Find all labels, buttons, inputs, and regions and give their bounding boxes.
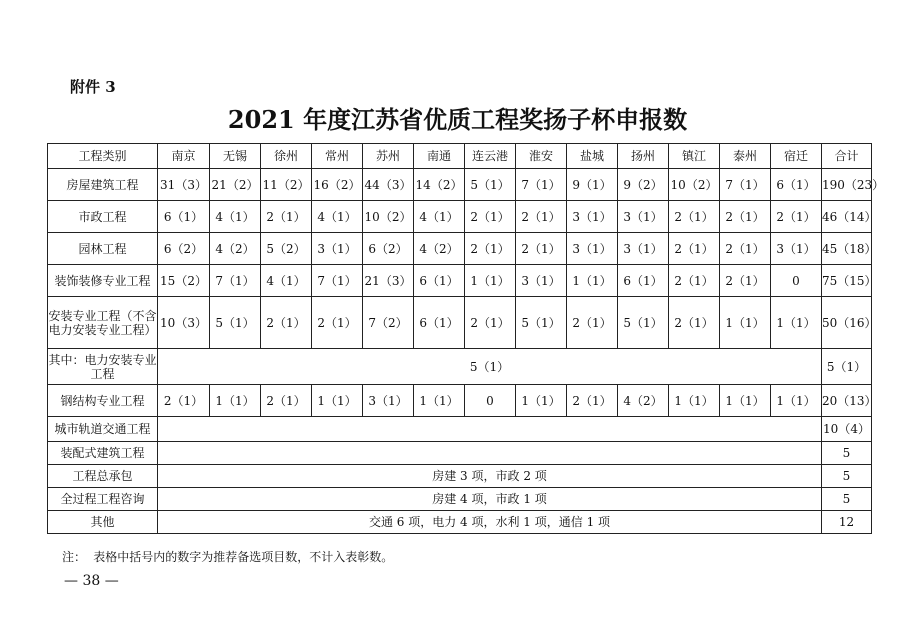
value-cell: 6（2） — [363, 233, 414, 265]
value-cell: 7（2） — [363, 297, 414, 349]
value-cell: 4（2） — [414, 233, 465, 265]
merged-value-cell: 房建 4 项，市政 1 项 — [158, 488, 822, 511]
table-row — [48, 265, 872, 297]
page-title: 2021 年度江苏省优质工程奖扬子杯申报数 — [227, 105, 688, 134]
value-cell: 3（1） — [567, 233, 618, 265]
value-cell: 5（1） — [210, 297, 261, 349]
value-cell: 1（1） — [669, 385, 720, 417]
value-cell: 5（1） — [465, 169, 516, 201]
total-cell: 5（1） — [822, 349, 872, 385]
column-header: 泰州 — [720, 144, 771, 169]
column-header: 徐州 — [261, 144, 312, 169]
value-cell: 1（1） — [516, 385, 567, 417]
consulting-row — [48, 488, 872, 511]
value-cell: 10（3） — [158, 297, 210, 349]
other-row — [48, 511, 872, 534]
value-cell: 44（3） — [363, 169, 414, 201]
merged-value-cell: 房建 3 项，市政 2 项 — [158, 465, 822, 488]
value-cell: 3（1） — [363, 385, 414, 417]
category-cell: 园林工程 — [48, 233, 158, 265]
value-cell: 2（1） — [669, 297, 720, 349]
prefab-row — [48, 442, 872, 465]
column-header: 苏州 — [363, 144, 414, 169]
value-cell: 75（15） — [822, 265, 872, 297]
value-cell: 2（1） — [312, 297, 363, 349]
value-cell: 2（1） — [720, 201, 771, 233]
value-cell: 1（1） — [210, 385, 261, 417]
table-row — [48, 297, 872, 349]
value-cell: 6（1） — [618, 265, 669, 297]
header-row — [48, 144, 872, 169]
value-cell: 50（16） — [822, 297, 872, 349]
value-cell: 2（1） — [158, 385, 210, 417]
value-cell: 10（2） — [363, 201, 414, 233]
column-header: 合计 — [822, 144, 872, 169]
value-cell: 20（13） — [822, 385, 872, 417]
value-cell: 6（1） — [414, 265, 465, 297]
total-cell: 5 — [822, 465, 872, 488]
category-cell: 房屋建筑工程 — [48, 169, 158, 201]
value-cell: 21（3） — [363, 265, 414, 297]
value-cell: 11（2） — [261, 169, 312, 201]
column-header: 连云港 — [465, 144, 516, 169]
value-cell: 1（1） — [720, 297, 771, 349]
table-row — [48, 233, 872, 265]
table-row — [48, 169, 872, 201]
total-cell: 10（4） — [822, 417, 872, 442]
value-cell: 2（1） — [771, 201, 822, 233]
column-header: 南通 — [414, 144, 465, 169]
value-cell: 0 — [465, 385, 516, 417]
merged-value-cell — [158, 442, 822, 465]
value-cell: 190（23） — [822, 169, 872, 201]
steel-structure-row — [48, 385, 872, 417]
value-cell: 1（1） — [720, 385, 771, 417]
column-header: 宿迁 — [771, 144, 822, 169]
value-cell: 5（1） — [516, 297, 567, 349]
value-cell: 2（1） — [720, 233, 771, 265]
value-cell: 46（14） — [822, 201, 872, 233]
value-cell: 6（1） — [158, 201, 210, 233]
value-cell: 6（1） — [771, 169, 822, 201]
merged-value-cell — [158, 417, 822, 442]
epc-row — [48, 465, 872, 488]
column-header: 工程类别 — [48, 144, 158, 169]
value-cell: 10（2） — [669, 169, 720, 201]
page-number: — 38 — — [64, 573, 119, 589]
value-cell: 2（1） — [465, 297, 516, 349]
value-cell: 16（2） — [312, 169, 363, 201]
column-header: 常州 — [312, 144, 363, 169]
value-cell: 2（1） — [261, 297, 312, 349]
category-cell: 其中：电力安装专业工程 — [48, 349, 158, 385]
column-header: 盐城 — [567, 144, 618, 169]
category-cell: 全过程工程咨询 — [48, 488, 158, 511]
total-cell: 12 — [822, 511, 872, 534]
value-cell: 4（1） — [312, 201, 363, 233]
value-cell: 9（1） — [567, 169, 618, 201]
value-cell: 45（18） — [822, 233, 872, 265]
submission-table — [47, 143, 885, 534]
value-cell: 2（1） — [465, 201, 516, 233]
value-cell: 1（1） — [771, 385, 822, 417]
value-cell: 1（1） — [567, 265, 618, 297]
value-cell: 2（1） — [567, 385, 618, 417]
value-cell: 2（1） — [261, 385, 312, 417]
value-cell: 4（2） — [618, 385, 669, 417]
column-header: 扬州 — [618, 144, 669, 169]
value-cell: 3（1） — [516, 265, 567, 297]
value-cell: 4（1） — [414, 201, 465, 233]
value-cell: 4（1） — [261, 265, 312, 297]
category-cell: 城市轨道交通工程 — [48, 417, 158, 442]
value-cell: 14（2） — [414, 169, 465, 201]
merged-value-cell: 交通 6 项，电力 4 项，水利 1 项，通信 1 项 — [158, 511, 822, 534]
value-cell: 2（1） — [720, 265, 771, 297]
value-cell: 5（2） — [261, 233, 312, 265]
value-cell: 7（1） — [720, 169, 771, 201]
value-cell: 7（1） — [210, 265, 261, 297]
total-cell: 5 — [822, 488, 872, 511]
value-cell: 1（1） — [465, 265, 516, 297]
value-cell: 6（1） — [414, 297, 465, 349]
value-cell: 2（1） — [465, 233, 516, 265]
value-cell: 3（1） — [618, 233, 669, 265]
category-cell: 钢结构专业工程 — [48, 385, 158, 417]
value-cell: 2（1） — [516, 233, 567, 265]
value-cell: 2（1） — [261, 201, 312, 233]
category-cell: 其他 — [48, 511, 158, 534]
value-cell: 7（1） — [516, 169, 567, 201]
footnote: 注： 表格中括号内的数字为推荐备选项目数，不计入表彰数。 — [62, 550, 394, 564]
value-cell: 31（3） — [158, 169, 210, 201]
category-cell: 工程总承包 — [48, 465, 158, 488]
value-cell: 1（1） — [312, 385, 363, 417]
column-header: 镇江 — [669, 144, 720, 169]
value-cell: 6（2） — [158, 233, 210, 265]
column-header: 淮安 — [516, 144, 567, 169]
category-cell: 装配式建筑工程 — [48, 442, 158, 465]
value-cell: 4（2） — [210, 233, 261, 265]
value-cell: 7（1） — [312, 265, 363, 297]
attachment-label: 附件 3 — [70, 78, 116, 96]
table-row — [48, 201, 872, 233]
value-cell: 2（1） — [669, 201, 720, 233]
value-cell: 3（1） — [567, 201, 618, 233]
value-cell: 2（1） — [669, 233, 720, 265]
value-cell: 21（2） — [210, 169, 261, 201]
merged-value-cell: 5（1） — [158, 349, 822, 385]
power-install-row — [48, 349, 872, 385]
value-cell: 5（1） — [618, 297, 669, 349]
value-cell: 3（1） — [618, 201, 669, 233]
value-cell: 15（2） — [158, 265, 210, 297]
category-cell: 市政工程 — [48, 201, 158, 233]
metro-row — [48, 417, 872, 442]
value-cell: 4（1） — [210, 201, 261, 233]
total-cell: 5 — [822, 442, 872, 465]
value-cell: 2（1） — [669, 265, 720, 297]
column-header: 无锡 — [210, 144, 261, 169]
category-cell: 装饰装修专业工程 — [48, 265, 158, 297]
value-cell: 2（1） — [567, 297, 618, 349]
column-header: 南京 — [158, 144, 210, 169]
value-cell: 1（1） — [414, 385, 465, 417]
value-cell: 3（1） — [771, 233, 822, 265]
category-cell: 安装专业工程（不含电力安装专业工程） — [48, 297, 158, 349]
value-cell: 2（1） — [516, 201, 567, 233]
value-cell: 0 — [771, 265, 822, 297]
value-cell: 9（2） — [618, 169, 669, 201]
value-cell: 3（1） — [312, 233, 363, 265]
value-cell: 1（1） — [771, 297, 822, 349]
